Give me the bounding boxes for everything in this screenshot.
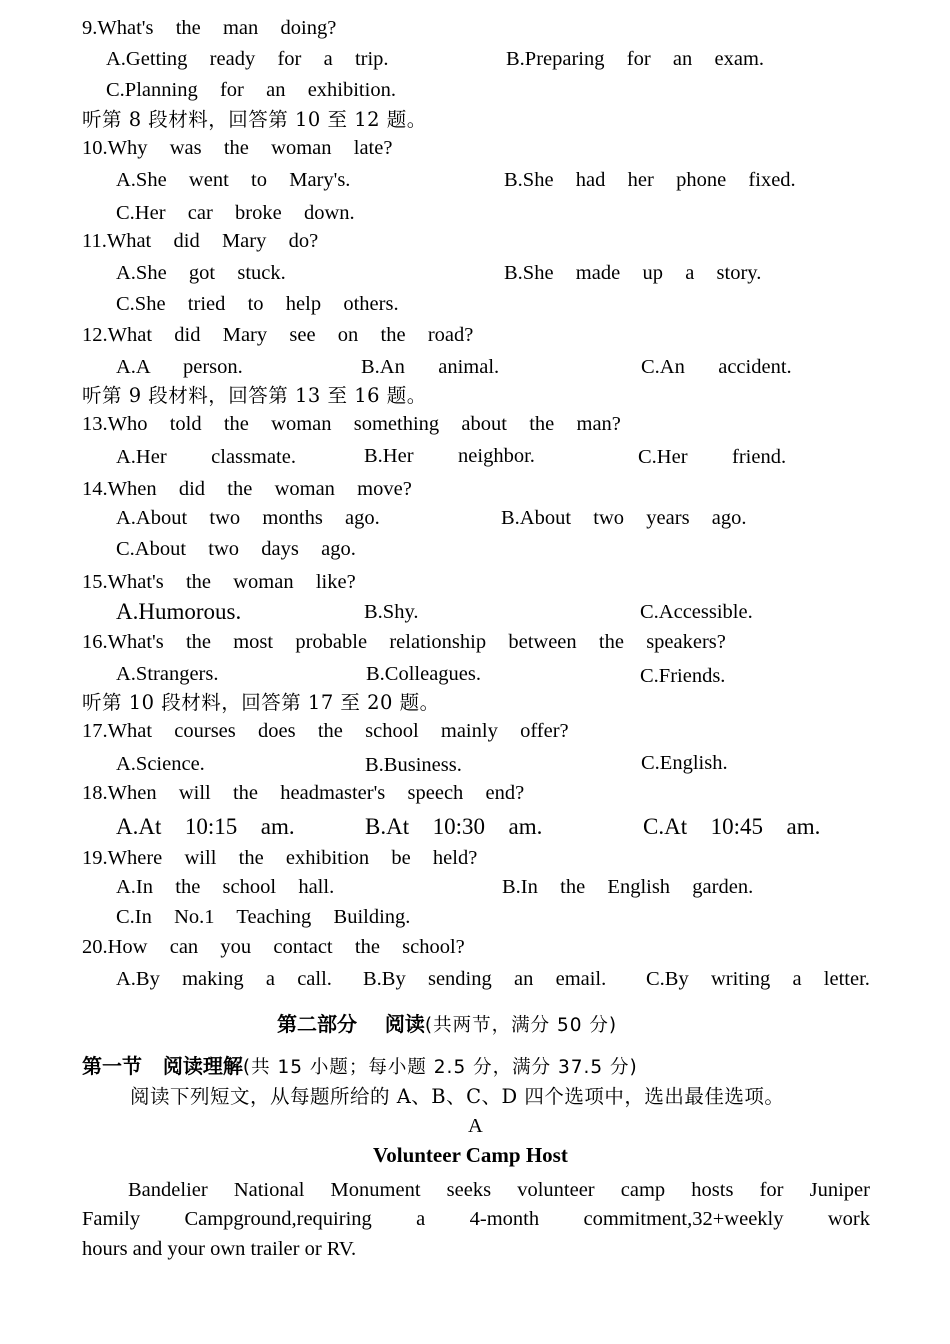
option-19b: B.In the English garden. (502, 876, 754, 898)
section1-heading-bold: 第一节 阅读理解 (82, 1054, 243, 1078)
option-18c: C.At 10:45 am. (643, 814, 821, 839)
question-20: 20.How can you contact the school? (82, 936, 465, 958)
option-15a: A.Humorous. (116, 599, 242, 624)
option-20c: C.By writing a letter. (646, 968, 870, 990)
option-13c: C.Her friend. (638, 446, 787, 468)
option-10c: C.Her car broke down. (116, 202, 355, 224)
passage-letter: A (468, 1115, 483, 1137)
option-16b: B.Colleagues. (366, 663, 482, 685)
option-16c: C.Friends. (640, 665, 726, 687)
question-14: 14.When did the woman move? (82, 478, 412, 500)
passage-line-2: Family Campground,requiring a 4-month commitment,32+weekly work (82, 1208, 870, 1230)
option-18a: A.At 10:15 am. (116, 814, 295, 839)
section1-heading (82, 1056, 638, 1078)
section1-heading-score: (共 15 小题；每小题 2.5 分，满分 37.5 分) (242, 1057, 638, 1078)
option-13b: B.Her neighbor. (364, 445, 535, 467)
question-18: 18.When will the headmaster's speech end? (82, 782, 525, 804)
question-13: 13.Who told the woman something about the man? (82, 413, 621, 435)
part2-heading-bold: 第二部分 阅读 (277, 1012, 425, 1036)
question-9: 9.What's the man doing? (82, 17, 337, 39)
reading-directions: 阅读下列短文，从每题所给的 A、B、C、D 四个选项中，选出最佳选项。 (130, 1085, 785, 1108)
question-11: 11.What did Mary do? (82, 230, 319, 252)
option-11a: A.She got stuck. (116, 262, 286, 284)
option-14c: C.About two days ago. (116, 538, 356, 560)
option-17a: A.Science. (116, 753, 205, 775)
option-13a: A.Her classmate. (116, 446, 296, 468)
option-19a: A.In the school hall. (116, 876, 335, 898)
option-9c: C.Planning for an exhibition. (106, 79, 396, 101)
question-17: 17.What courses does the school mainly offer? (82, 720, 569, 742)
instruction-seg8: 听第 8 段材料，回答第 10 至 12 题。 (82, 108, 427, 131)
option-9a: A.Getting ready for a trip. (106, 48, 389, 70)
option-12b: B.An animal. (361, 356, 500, 378)
option-12c: C.An accident. (641, 356, 792, 378)
option-19c: C.In No.1 Teaching Building. (116, 906, 411, 928)
question-19: 19.Where will the exhibition be held? (82, 847, 478, 869)
instruction-seg9: 听第 9 段材料，回答第 13 至 16 题。 (82, 384, 427, 407)
option-11c: C.She tried to help others. (116, 293, 399, 315)
passage-line-3: hours and your own trailer or RV. (82, 1238, 357, 1260)
option-12a: A.A person. (116, 356, 243, 378)
option-17b: B.Business. (365, 754, 462, 776)
option-14b: B.About two years ago. (501, 507, 747, 529)
passage-title: Volunteer Camp Host (373, 1143, 568, 1167)
part2-heading (277, 1014, 617, 1036)
option-20a: A.By making a call. (116, 968, 332, 990)
question-15: 15.What's the woman like? (82, 571, 356, 593)
question-10: 10.Why was the woman late? (82, 137, 393, 159)
option-10b: B.She had her phone fixed. (504, 169, 796, 191)
option-16a: A.Strangers. (116, 663, 219, 685)
option-11b: B.She made up a story. (504, 262, 762, 284)
option-17c: C.English. (641, 752, 728, 774)
instruction-seg10: 听第 10 段材料，回答第 17 至 20 题。 (82, 691, 440, 714)
option-15c: C.Accessible. (640, 601, 753, 623)
option-10a: A.She went to Mary's. (116, 169, 351, 191)
option-20b: B.By sending an email. (363, 968, 607, 990)
question-16: 16.What's the most probable relationship between the speakers? (82, 631, 726, 653)
question-12: 12.What did Mary see on the road? (82, 324, 474, 346)
passage-line-1: Bandelier National Monument seeks volunteer camp hosts for Juniper (128, 1179, 870, 1201)
option-9b: B.Preparing for an exam. (506, 48, 765, 70)
option-14a: A.About two months ago. (116, 507, 380, 529)
option-15b: B.Shy. (364, 601, 419, 623)
option-18b: B.At 10:30 am. (365, 814, 543, 839)
part2-heading-score: (共两节，满分 50 分) (424, 1015, 618, 1036)
